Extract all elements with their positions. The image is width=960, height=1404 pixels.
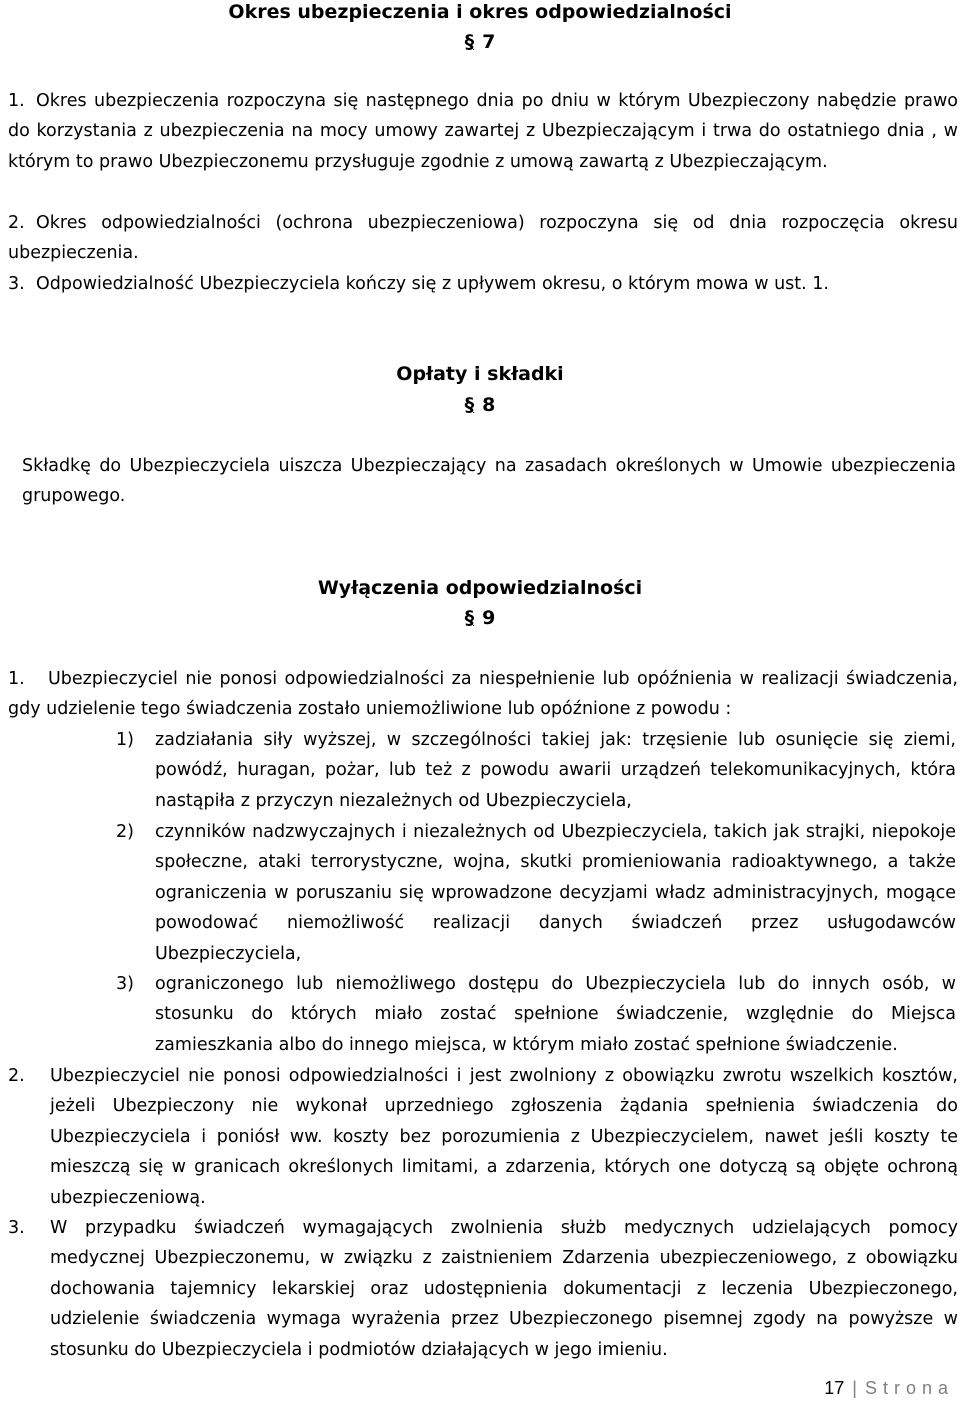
footer-label: Strona [864, 1378, 954, 1398]
item-number: 1. [8, 669, 25, 689]
section-9-number [0, 603, 960, 633]
section-9-num: 9 [482, 607, 496, 629]
section-7-item-3 [8, 269, 958, 300]
page-footer [824, 1375, 954, 1401]
paragraph-sign: § [464, 607, 475, 629]
section-8-num: 8 [482, 394, 496, 416]
section-9-title: Wyłączenia odpowiedzialności [317, 577, 643, 599]
item-text: Ubezpieczyciel nie ponosi odpowiedzialności za niespełnienie lub opóźnienia w realizacji świadczenia, gdy udzielenie tego świadczenia zostało uniemożliwione lub opóźnione z powodu : [8, 669, 958, 720]
section-8-title: Opłaty i składki [396, 363, 564, 385]
section-9-subitem-3 [116, 969, 956, 1061]
item-number: 2. [8, 1066, 25, 1086]
section-8-text: Składkę do Ubezpieczyciela uiszcza Ubezpieczający na zasadach określonych w Umowie ubezpieczenia grupowego. [22, 456, 956, 507]
item-text: Ubezpieczyciel nie ponosi odpowiedzialności i jest zwolniony z obowiązku zwrotu wszelkich kosztów, jeżeli Ubezpieczony nie wykonał uprzedniego zgłoszenia żądania spełnienia świadczenia do Ubezpieczyciela i poniósł ww. koszty bez porozumienia z Ubezpieczycielem, nawet jeśli koszty te mieszczą się w granicach określonych limitami, a zdarzenia, których one dotyczą są objęte ochroną ubezpieczeniową. [50, 1066, 958, 1208]
section-7-item-1 [8, 86, 958, 208]
section-7-item-2 [8, 208, 958, 269]
item-number: 3. [8, 1218, 25, 1238]
item-text: Okres odpowiedzialności (ochrona ubezpieczeniowa) rozpoczyna się od dnia rozpoczęcia okresu ubezpieczenia. [8, 213, 958, 264]
item-number: 1. [8, 91, 25, 111]
subitem-number: 1) [116, 730, 134, 750]
page-number: 17 [824, 1378, 845, 1398]
item-number: 2. [8, 213, 25, 233]
item-text: W przypadku świadczeń wymagających zwolnienia służb medycznych udzielających pomocy medycznej Ubezpieczonemu, w związku z zaistnieniem Zdarzenia ubezpieczeniowego, z obowiązku dochowania tajemnicy lekarskiej oraz udostępnienia dokumentacji z leczenia Ubezpieczonego, udzielenie świadczenia wymaga wyrażenia przez Ubezpieczonego pisemnej zgody na powyższe w stosunku do Ubezpieczyciela i podmiotów działających w jego imieniu. [50, 1218, 958, 1360]
item-text: Okres ubezpieczenia rozpoczyna się następnego dnia po dniu w którym Ubezpieczony nabędzie prawo do korzystania z ubezpieczenia na mocy umowy zawartej z Ubezpieczającym i trwa do ostatniego dnia , w którym to prawo Ubezpieczonemu przysługuje zgodnie z umową zawartą z Ubezpieczającym. [8, 91, 958, 172]
section-7-number [0, 27, 960, 57]
footer-separator: | [852, 1378, 857, 1398]
paragraph-sign: § [464, 31, 475, 53]
section-9-item-1 [8, 664, 958, 725]
item-text: Odpowiedzialność Ubezpieczyciela kończy się z upływem okresu, o którym mowa w ust. 1. [36, 274, 829, 294]
section-7-num: 7 [482, 31, 496, 53]
subitem-text: czynników nadzwyczajnych i niezależnych od Ubezpieczyciela, takich jak strajki, niepokoje społeczne, ataki terrorystyczne, wojna, skutki promieniowania radioaktywnego, a także ograniczenia w poruszaniu się wprowadzone decyzjami władz administracyjnych, mogące powodować niemożliwość realizacji danych świadczeń przez usługodawców Ubezpieczyciela, [155, 822, 956, 964]
subitem-text: ograniczonego lub niemożliwego dostępu do Ubezpieczyciela lub do innych osób, w stosunku do których miało zostać spełnione świadczenie, względnie do Miejsca zamieszkania albo do innego miejsca, w którym miało zostać spełnione świadczenie. [155, 974, 956, 1055]
section-9-item-3 [8, 1213, 958, 1365]
subitem-number: 2) [116, 822, 134, 842]
section-9-subitem-2 [116, 817, 956, 969]
subitem-number: 3) [116, 974, 134, 994]
section-9-item-2 [8, 1061, 958, 1213]
subitem-text: zadziałania siły wyższej, w szczególności takiej jak: trzęsienie lub osunięcie się ziemi, powódź, huragan, pożar, lub też z powodu awarii urządzeń telekomunikacyjnych, która nastąpiła z przyczyn niezależnych od Ubezpieczyciela, [155, 730, 956, 811]
section-7-title: Okres ubezpieczenia i okres odpowiedzialności [228, 1, 732, 23]
paragraph-sign: § [464, 394, 475, 416]
section-9-subitem-1 [116, 725, 956, 817]
section-8-number [0, 390, 960, 420]
item-number: 3. [8, 274, 25, 294]
